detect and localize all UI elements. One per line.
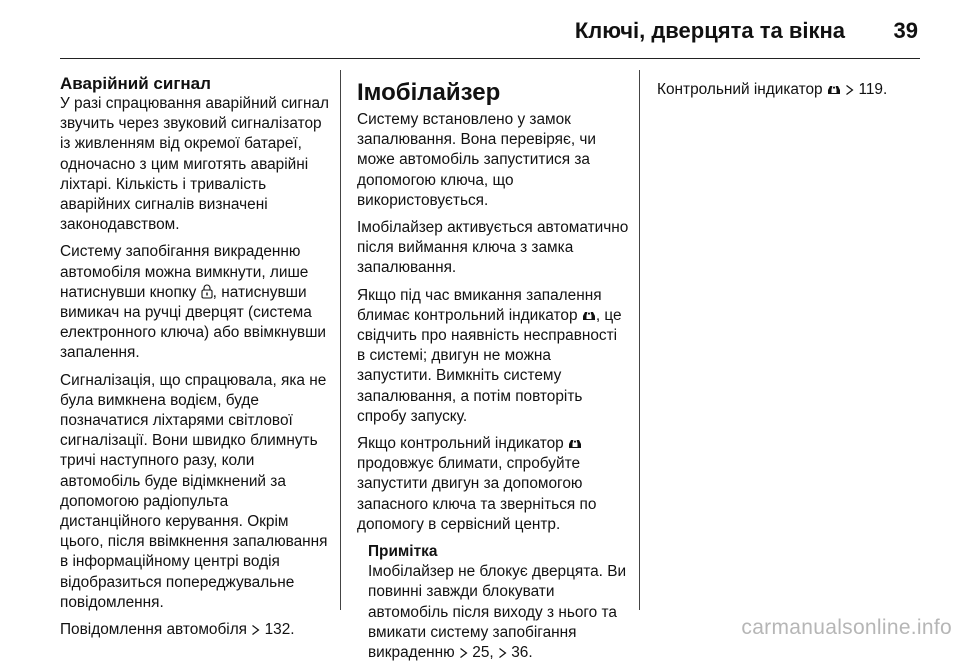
- indicator-paragraph-text: Контрольний індикатор: [657, 81, 823, 98]
- page-reference-arrow-icon: [845, 84, 854, 96]
- page-reference-link[interactable]: 36.: [511, 644, 533, 662]
- page-reference-link[interactable]: 119.: [858, 81, 888, 98]
- page-reference-arrow-icon: [459, 647, 468, 659]
- note-text-a: Імобілайзер не блокує дверцята. Ви повинні завжди блокувати автомобіль після виходу з нього та вмикати систему запобігання викраденню: [368, 563, 627, 662]
- page-reference-link[interactable]: 25,: [472, 644, 494, 662]
- column-alarm: [60, 74, 330, 647]
- immobilizer-paragraph-4: [357, 434, 629, 535]
- page-number: 39: [893, 18, 918, 43]
- immobilizer-paragraph-4-text-a: Якщо контрольний індикатор: [357, 435, 564, 453]
- note-box: [368, 542, 629, 663]
- immobilizer-paragraph-3-text-a: Якщо під час вмикання запалення блимає контрольний індикатор: [357, 286, 602, 324]
- immobilizer-car-lock-icon: [582, 309, 596, 322]
- header-rule: [60, 58, 920, 59]
- note-text: [368, 562, 629, 663]
- page-reference-arrow-icon: [251, 624, 260, 636]
- alarm-paragraph-2: [60, 242, 330, 363]
- alarm-paragraph-1: У разі спрацювання аварійний сигнал звучить через звуковий сигналізатор із живленням від окремої батареї, одночасно з цим миготять аварійні ліхтарі. Кількість і тривалість аварійних сигналів визначені законодавством.: [60, 95, 330, 234]
- page-header-title: Ключі, дверцята та вікна: [574, 18, 845, 43]
- page-reference-arrow-icon: [498, 647, 507, 659]
- immobilizer-paragraph-1: Систему встановлено у замок запалювання. Вона перевіряє, чи може автомобіль запуститися за допомогою ключа, що використовується.: [357, 111, 596, 209]
- column-divider: [639, 70, 640, 610]
- section-title-alarm: Аварійний сигнал: [60, 74, 211, 93]
- alarm-paragraph-2-text-b: , натиснувши вимикач на ручці дверцят (система електронного ключа) або ввімкнувши запалення.: [60, 283, 327, 362]
- alarm-paragraph-4: [60, 620, 330, 640]
- immobilizer-paragraph-4-text-b: продовжує блимати, спробуйте запустити двигун за допомогою запасного ключа та зверніться по допомогу в сервісний центр.: [357, 455, 597, 533]
- immobilizer-car-lock-icon: [827, 83, 841, 96]
- column-indicator: [657, 80, 927, 107]
- indicator-paragraph: [657, 80, 927, 100]
- alarm-paragraph-2-text-a: Систему запобігання викраденню автомобіля можна вимкнути, лише натиснувши кнопку: [60, 243, 309, 301]
- immobilizer-paragraph-3-text-b: , це свідчить про наявність несправності в системі; двигун не можна запустити. Вимкніть систему запалювання, а потім повторіть спробу запуску.: [357, 306, 622, 425]
- page-reference-link[interactable]: 132.: [264, 621, 295, 639]
- watermark: carmanualsonline.info: [741, 616, 952, 639]
- note-title: Примітка: [368, 543, 438, 561]
- alarm-paragraph-4-text: Повідомлення автомобіля: [60, 621, 248, 639]
- section-title-immobilizer: Імобілайзер: [357, 79, 501, 106]
- column-divider: [340, 70, 341, 610]
- immobilizer-paragraph-3: [357, 286, 629, 427]
- column-immobilizer: [357, 78, 629, 663]
- alarm-paragraph-3: Сигналізація, що спрацювала, яка не була вимкнена водієм, буде позначатися ліхтарями світлової сигналізації. Вони швидко блимнуть тричі наступного разу, коли автомобіль буде відімкнений за допомогою радіопульта дистанційного керування. Окрім цього, після ввімкнення запалювання в інформаційному центрі водія відобразиться попереджувальне повідомлення.: [60, 371, 328, 611]
- immobilizer-paragraph-2: Імобілайзер активується автоматично після виймання ключа з замка запалювання.: [357, 219, 629, 277]
- lock-button-icon: [201, 284, 213, 299]
- immobilizer-car-lock-icon: [568, 437, 582, 450]
